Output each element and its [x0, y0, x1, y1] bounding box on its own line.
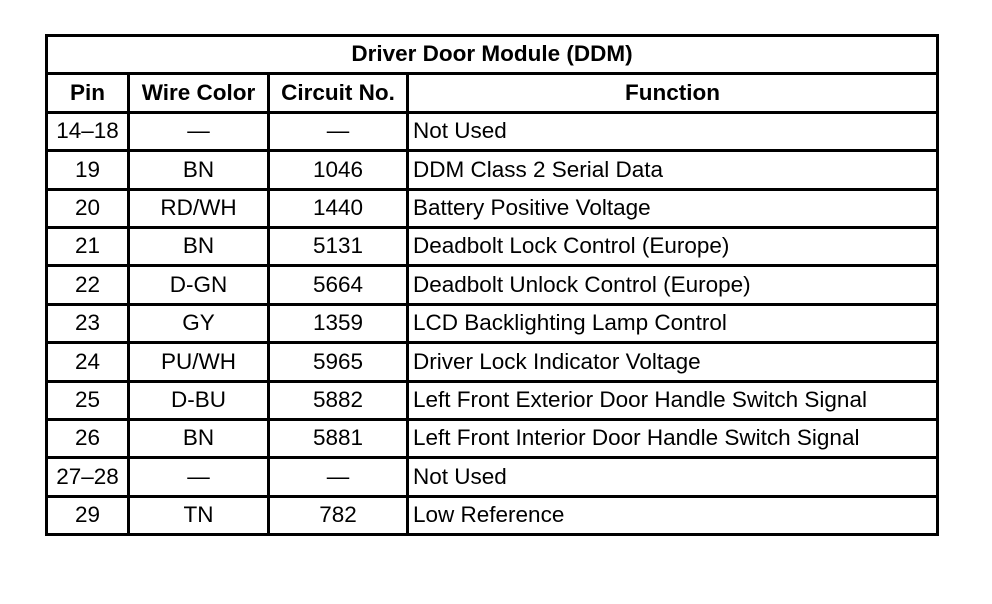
wire-color-cell: BN [129, 151, 269, 189]
table-row [47, 458, 938, 496]
function-cell: Left Front Interior Door Handle Switch Signal [408, 419, 938, 457]
pin-cell: 26 [47, 419, 129, 457]
wire-color-cell: — [129, 112, 269, 150]
pin-cell: 22 [47, 266, 129, 304]
wire-color-cell: PU/WH [129, 343, 269, 381]
table-row [47, 381, 938, 419]
pin-cell: 21 [47, 227, 129, 265]
table-row [47, 227, 938, 265]
table-row [47, 151, 938, 189]
circuit-cell: 5882 [269, 381, 408, 419]
pin-cell: 25 [47, 381, 129, 419]
circuit-cell: 1359 [269, 304, 408, 342]
table-row [47, 112, 938, 150]
function-cell: Not Used [408, 458, 938, 496]
wire-color-cell: RD/WH [129, 189, 269, 227]
function-cell: Low Reference [408, 496, 938, 534]
table-row [47, 343, 938, 381]
circuit-cell: 782 [269, 496, 408, 534]
wire-color-cell: TN [129, 496, 269, 534]
pin-cell: 14–18 [47, 112, 129, 150]
function-cell: Deadbolt Lock Control (Europe) [408, 227, 938, 265]
pin-cell: 23 [47, 304, 129, 342]
table-body [47, 112, 938, 534]
pin-cell: 29 [47, 496, 129, 534]
table-row [47, 189, 938, 227]
function-cell: Not Used [408, 112, 938, 150]
table-row [47, 266, 938, 304]
function-cell: Driver Lock Indicator Voltage [408, 343, 938, 381]
pin-cell: 24 [47, 343, 129, 381]
function-cell: Left Front Exterior Door Handle Switch Signal [408, 381, 938, 419]
wire-color-cell: — [129, 458, 269, 496]
function-cell: Battery Positive Voltage [408, 189, 938, 227]
table-title: Driver Door Module (DDM) [47, 36, 938, 74]
table-title-row [47, 36, 938, 74]
table-row [47, 304, 938, 342]
table-row [47, 496, 938, 534]
circuit-cell: 1440 [269, 189, 408, 227]
pin-cell: 20 [47, 189, 129, 227]
circuit-cell: 1046 [269, 151, 408, 189]
wire-color-cell: BN [129, 419, 269, 457]
pin-cell: 19 [47, 151, 129, 189]
circuit-cell: 5664 [269, 266, 408, 304]
circuit-cell: 5131 [269, 227, 408, 265]
table-row [47, 419, 938, 457]
pin-cell: 27–28 [47, 458, 129, 496]
wire-color-cell: D-GN [129, 266, 269, 304]
circuit-cell: 5881 [269, 419, 408, 457]
table-header-row [47, 74, 938, 112]
circuit-cell: — [269, 458, 408, 496]
wire-color-cell: BN [129, 227, 269, 265]
ddm-pinout-table-container [45, 34, 936, 536]
function-cell: DDM Class 2 Serial Data [408, 151, 938, 189]
column-header-wire-color: Wire Color [129, 74, 269, 112]
column-header-circuit-no: Circuit No. [269, 74, 408, 112]
column-header-function: Function [408, 74, 938, 112]
ddm-pinout-table [45, 34, 939, 536]
circuit-cell: — [269, 112, 408, 150]
wire-color-cell: D-BU [129, 381, 269, 419]
function-cell: LCD Backlighting Lamp Control [408, 304, 938, 342]
column-header-pin: Pin [47, 74, 129, 112]
function-cell: Deadbolt Unlock Control (Europe) [408, 266, 938, 304]
circuit-cell: 5965 [269, 343, 408, 381]
wire-color-cell: GY [129, 304, 269, 342]
